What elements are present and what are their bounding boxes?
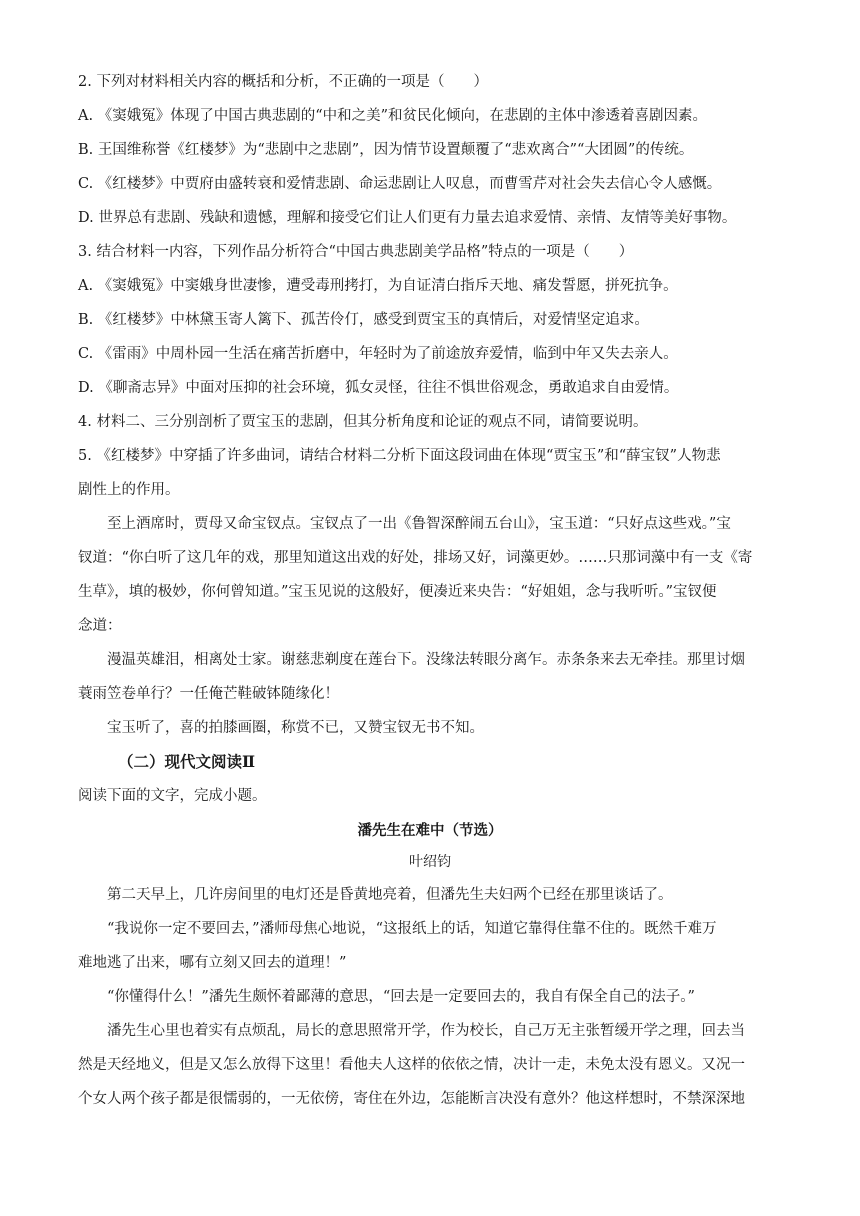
story-paragraph: “我说你一定不要回去，”潘师母焦心地说，“这报纸上的话，知道它靠得住靠不住的。既然千难万 [107,921,717,937]
story-author: 叶绍钧 [409,854,451,870]
story-title: 潘先生在难中（节选） [357,822,503,839]
story-paragraph-line: 然是天经地义，但是又怎么放得下这里！看他夫人这样的依依之情，决计一走，未免太没有恩义。又况一 [78,1057,745,1073]
section-heading: （二）现代文阅读Ⅱ [118,752,256,771]
q3-option-a: A. 《窦娥冤》中窦娥身世凄惨，遭受毒刑拷打，为自证清白指斥天地、痛发誓愿，拼死抗争。 [78,278,678,294]
section-instruction: 阅读下面的文字，完成小题。 [78,788,267,804]
excerpt-paragraph-line: 念道： [78,618,122,634]
excerpt-closing: 宝玉听了，喜的拍膝画圈，称赏不已，又赞宝钗无书不知。 [107,720,484,736]
q5-stem-line1: 5. 《红楼梦》中穿插了许多曲词，请结合材料二分析下面这段词曲在体现“贾宝玉”和“薛宝钗”人物悲 [78,448,721,464]
story-paragraph: 潘先生心里也着实有点烦乱，局长的意思照常开学，作为校长，自己万无主张暂缓开学之理，回去当 [107,1023,745,1039]
q4-stem: 4. 材料二、三分别剖析了贾宝玉的悲剧，但其分析角度和论证的观点不同，请简要说明。 [78,414,648,430]
excerpt-paragraph: 至上酒席时，贾母又命宝钗点。宝钗点了一出《鲁智深醉闹五台山》，宝玉道：“只好点这些戏。”宝 [107,516,731,532]
q3-option-c: C. 《雷雨》中周朴园一生活在痛苦折磨中，年轻时为了前途放弃爱情，临到中年又失去亲人。 [78,346,678,362]
q2-option-d: D. 世界总有悲剧、残缺和遗憾，理解和接受它们让人们更有力量去追求爱情、亲情、友情等美好事物。 [78,210,737,226]
q2-stem: 2. 下列对材料相关内容的概括和分析，不正确的一项是（ ） [78,74,488,90]
story-paragraph: “你懂得什么！”潘先生颇怀着鄙薄的意思，“回去是一定要回去的，我自有保全自己的法子。” [107,989,695,1005]
story-paragraph-line: 难地逃了出来，哪有立刻又回去的道理！” [78,955,347,971]
q2-option-a: A. 《窦娥冤》体现了中国古典悲剧的“中和之美”和贫民化倾向，在悲剧的主体中渗透着喜剧因素。 [78,108,708,124]
q2-option-c: C. 《红楼梦》中贾府由盛转衰和爱情悲剧、命运悲剧让人叹息，而曹雪芹对社会失去信心令人感慨。 [78,176,722,192]
story-paragraph: 第二天早上，几许房间里的电灯还是昏黄地亮着，但潘先生夫妇两个已经在那里谈话了。 [107,887,673,903]
excerpt-paragraph-line: 生草》，填的极妙，你何曾知道。”宝玉见说的这般好，便凑近来央告：“好姐姐，念与我听听。”宝钗便 [78,584,717,600]
story-paragraph-line: 个女人两个孩子都是很懦弱的，一无依傍，寄住在外边，怎能断言决没有意外？他这样想时，不禁深深地 [78,1091,745,1107]
q3-option-b: B. 《红楼梦》中林黛玉寄人篱下、孤苦伶仃，感受到贾宝玉的真情后，对爱情坚定追求。 [78,312,649,328]
q3-option-d: D. 《聊斋志异》中面对压抑的社会环境，狐女灵怪，往往不惧世俗观念，勇敢追求自由爱情。 [78,380,679,396]
excerpt-verse-line: 蓑雨笠卷单行？一任俺芒鞋破钵随缘化！ [78,686,339,702]
excerpt-paragraph-line: 钗道：“你白听了这几年的戏，那里知道这出戏的好处，排场又好，词藻更妙。……只那词藻中有一支《寄 [78,550,753,566]
excerpt-verse: 漫温英雄泪，相离处士家。谢慈悲剃度在莲台下。没缘法转眼分离乍。赤条条来去无牵挂。那里讨烟 [107,652,745,668]
q3-stem: 3. 结合材料一内容，下列作品分析符合“中国古典悲剧美学品格”特点的一项是（ ） [78,244,634,260]
q5-stem-line2: 剧性上的作用。 [78,482,180,498]
q2-option-b: B. 王国维称誉《红楼梦》为“悲剧中之悲剧”，因为情节设置颠覆了“悲欢离合”“大团圆”的传统。 [78,142,694,158]
